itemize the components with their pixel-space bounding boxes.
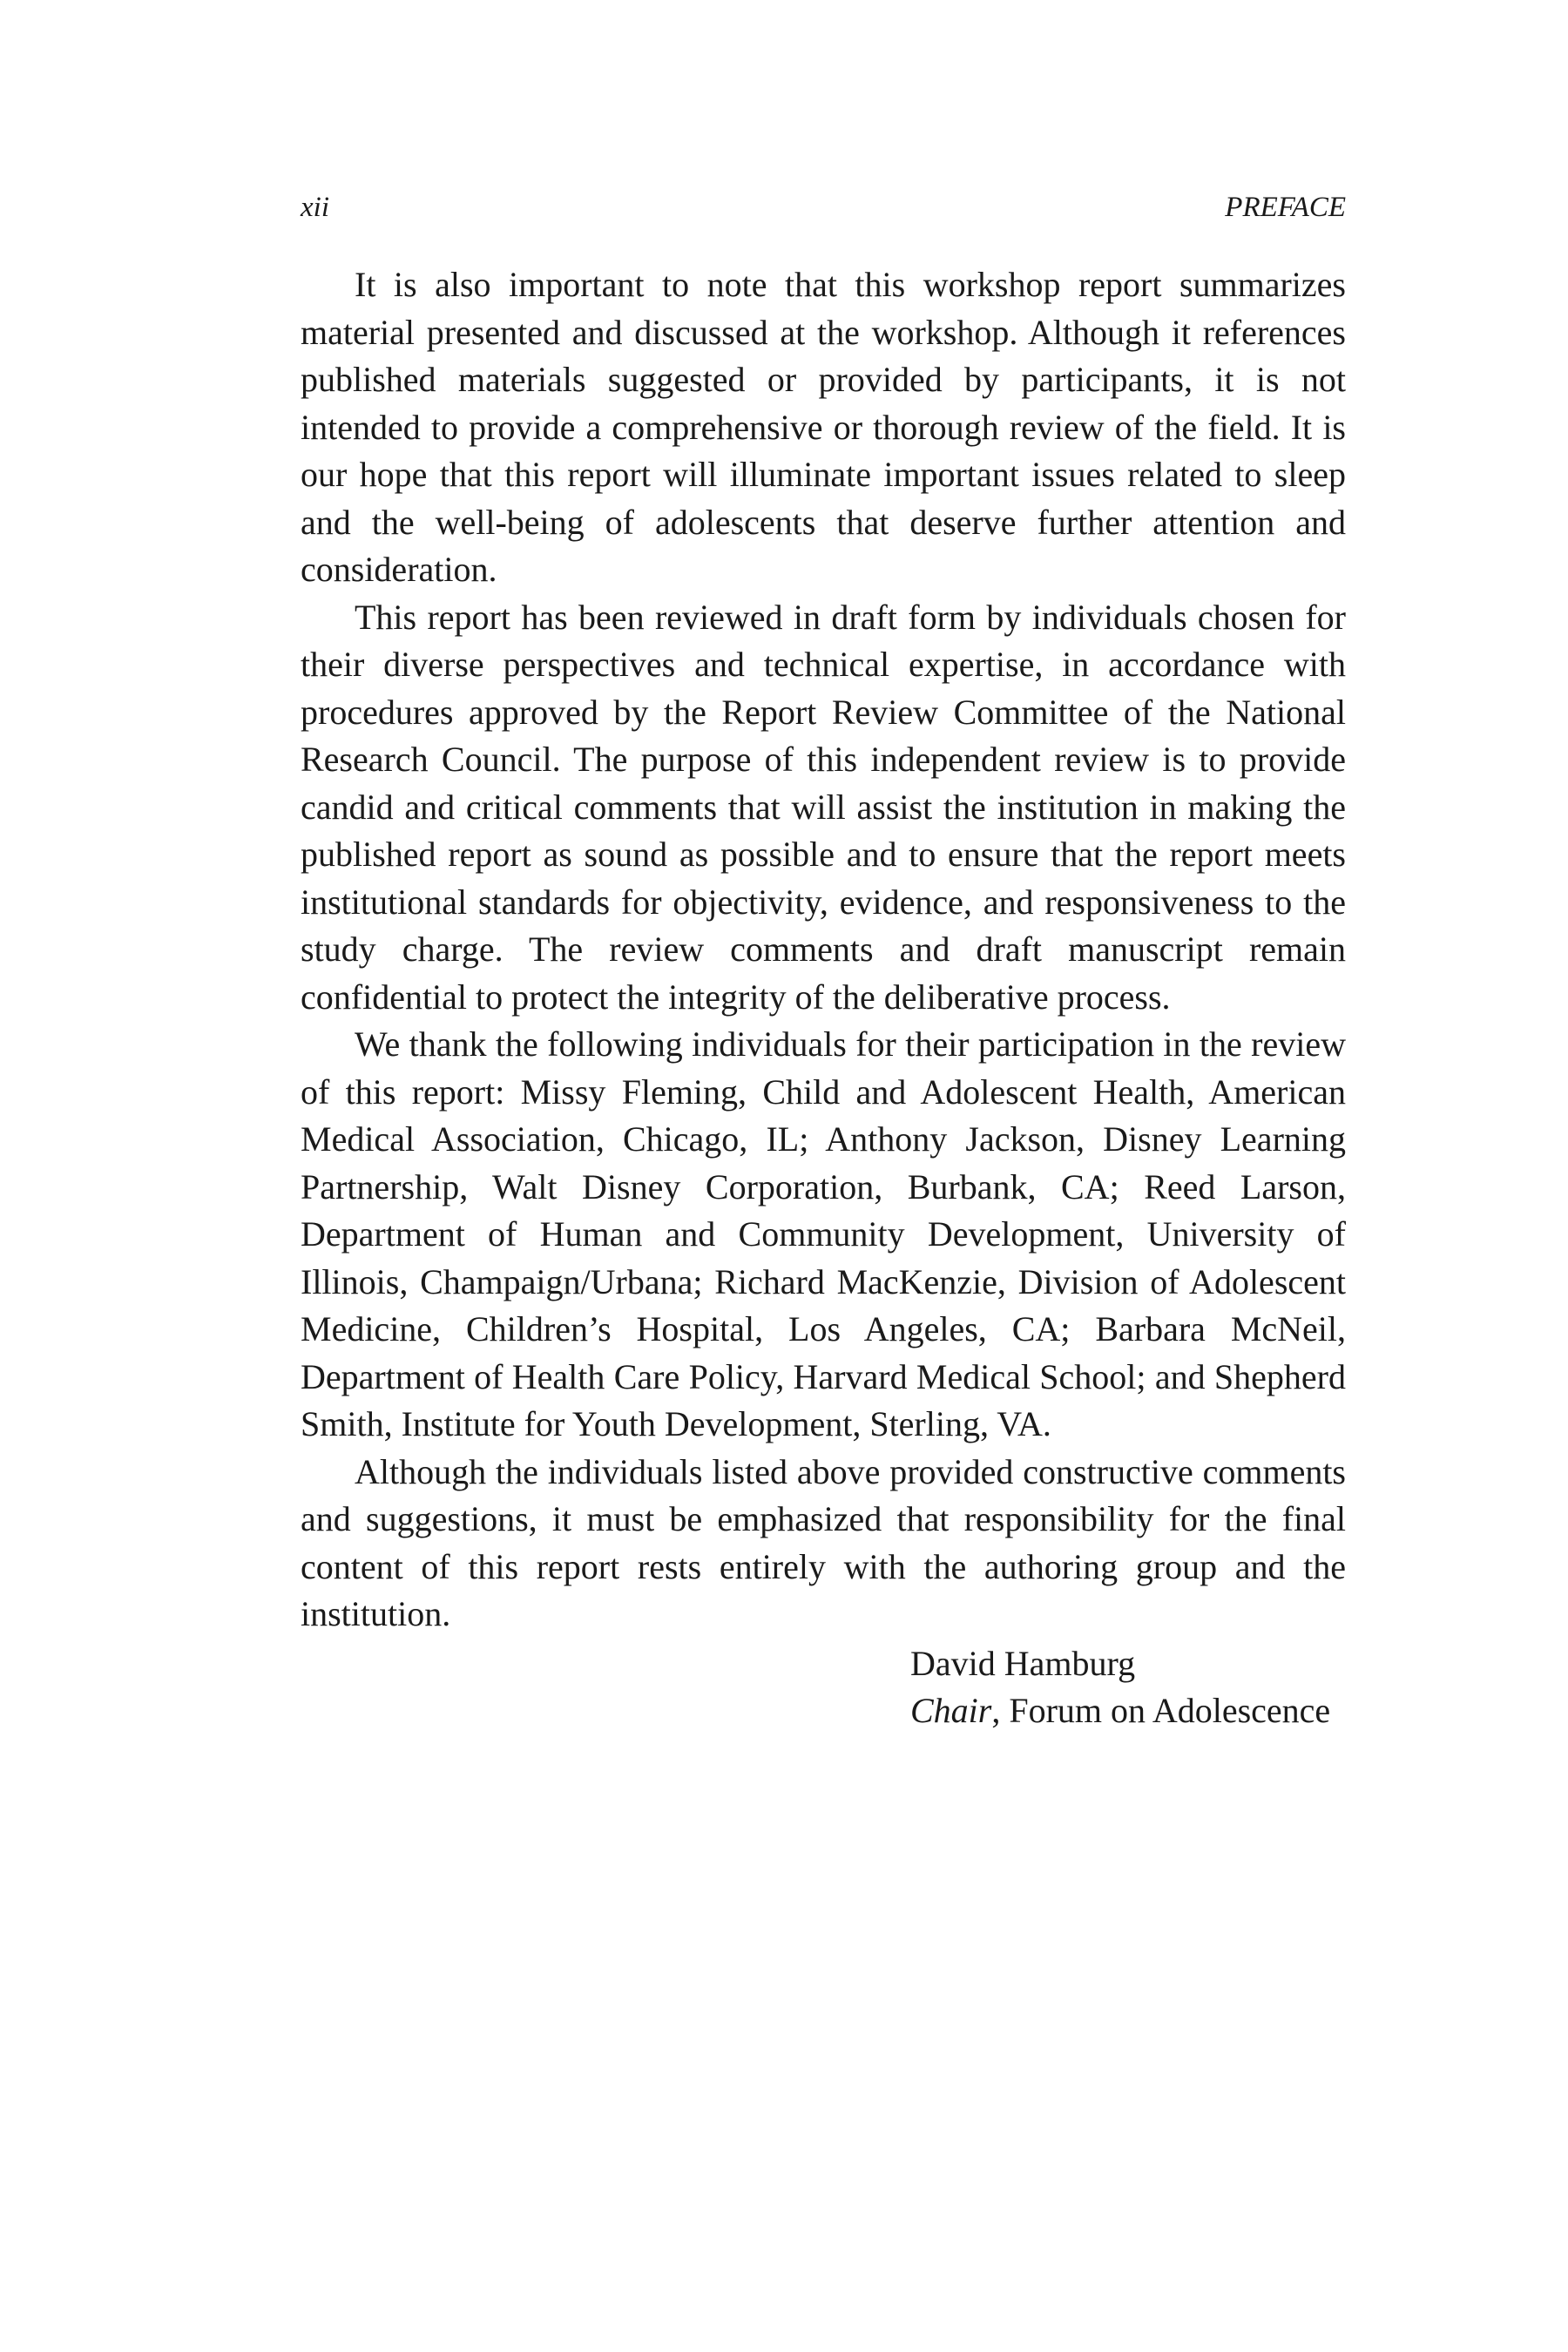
signature-name: David Hamburg [910, 1643, 1136, 1683]
paragraph-reviewer-thanks: We thank the following individuals for their participation in the review of this report: Missy Fleming, Child and Adolescent Health, American Medical Association, Chicago, IL; Anthony Jackson, Disney Learning Partnership, Walt Disney Corporation, Burbank, CA; Reed Larson, Department of Human and Community Development, University of Illinois, Champaign/Urbana; Richard MacKenzie, Division of Adolescent Medicine, Children’s Hospital, Los Angeles, CA; Barbara McNeil, Department of Health Care Policy, Harvard Medical School; and Shepherd Smith, Institute for Youth Development, Sterling, VA. [301, 1024, 1346, 1443]
signature-role-organization: , Forum on Adolescence [991, 1691, 1331, 1730]
signature-block [301, 1640, 1346, 1735]
page-number: xii [301, 192, 329, 223]
paragraph-review-process: This report has been reviewed in draft form by individuals chosen for their diverse perspectives and technical expertise, in accordance with procedures approved by the Report Review Committee of the National Research Council. The purpose of this independent review is to provide candid and critical comments that will assist the institution in making the published report as sound as possible and to ensure that the report meets institutional standards for objectivity, evidence, and responsiveness to the study charge. The review comments and draft manuscript remain confidential to protect the integrity of the deliberative process. [301, 597, 1346, 1017]
section-title: PREFACE [1225, 192, 1346, 223]
preface-body [301, 261, 1346, 1735]
signature-role [910, 1687, 1346, 1735]
running-head [301, 188, 1346, 226]
signature-role-title: Chair [910, 1691, 992, 1730]
paragraph-workshop-summary: It is also important to note that this workshop report summarizes material presented and discussed at the workshop. Although it references published materials suggested or provided by participants, it is not intended to provide a comprehensive or thorough review of the field. It is our hope that this report will illuminate important issues related to sleep and the well-being of adolescents that deserve further attention and consideration. [301, 265, 1346, 589]
paragraph-responsibility: Although the individuals listed above provided constructive comments and suggestions, it must be emphasized that responsibility for the final content of this report rests entirely with the authoring group and the institution. [301, 1451, 1346, 1633]
